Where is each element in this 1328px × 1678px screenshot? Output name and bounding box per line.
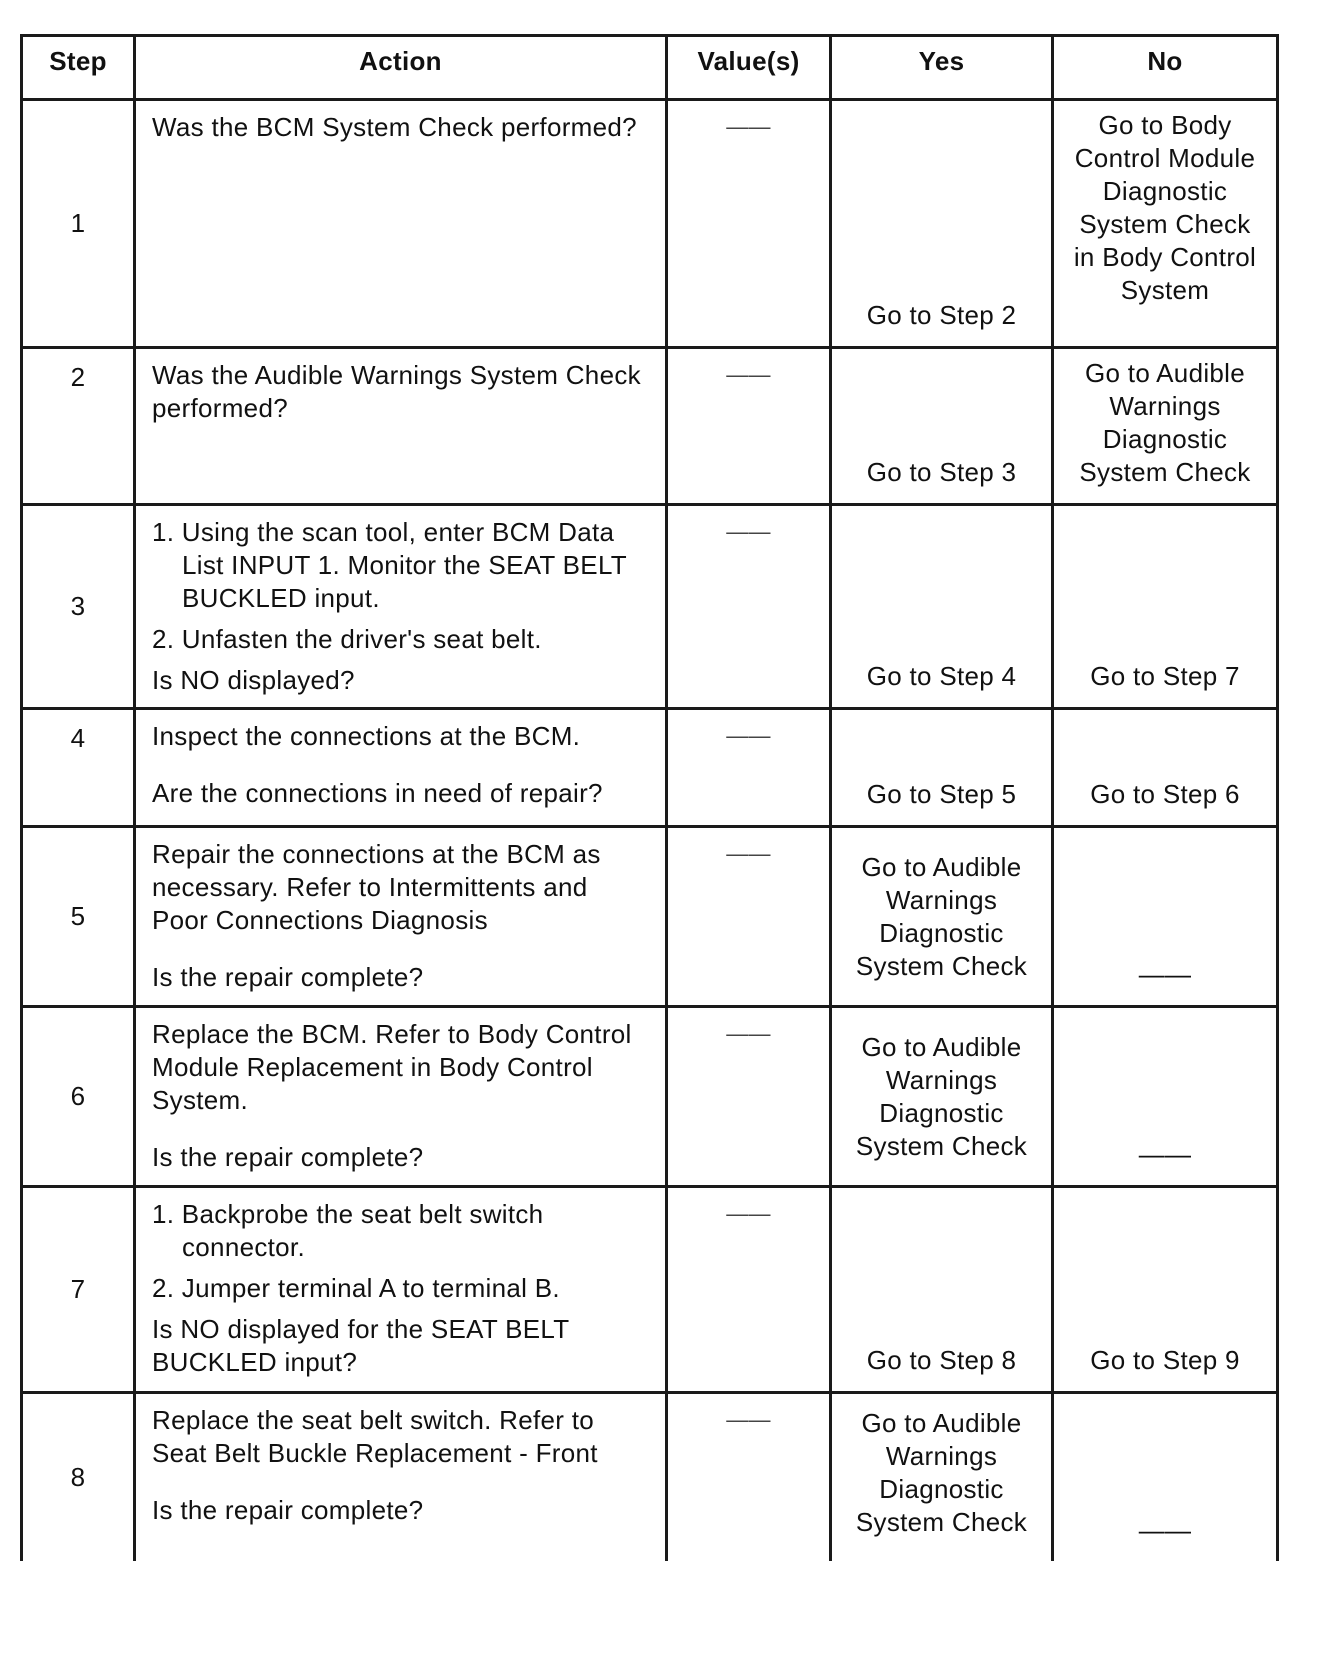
action-cell xyxy=(135,100,667,348)
action-cell xyxy=(135,709,667,827)
no-blank: —— xyxy=(1138,959,1192,989)
value-dash: —— xyxy=(726,362,771,387)
no-cell xyxy=(1053,1393,1278,1561)
table-row xyxy=(22,1187,1278,1393)
action-cell xyxy=(135,505,667,709)
action-cell xyxy=(135,827,667,1007)
action-text: Was the Audible Warnings System Check performed? xyxy=(152,360,641,423)
action-text: Repair the connections at the BCM as necessary. Refer to Intermittents and Poor Connections Diagnosis xyxy=(152,839,601,935)
action-text: Replace the BCM. Refer to Body Control Module Replacement in Body Control System. xyxy=(152,1019,632,1115)
step-number: 1 xyxy=(22,100,135,348)
step-number: 2 xyxy=(22,348,135,505)
table-row xyxy=(22,1007,1278,1187)
diagnostic-table xyxy=(20,34,1279,1561)
value-dash: —— xyxy=(726,114,771,139)
action-question: Is the repair complete? xyxy=(152,1495,424,1525)
no-cell: Go to Audible Warnings Diagnostic System Check xyxy=(1053,348,1278,505)
header-values: Value(s) xyxy=(667,36,831,100)
yes-cell: Go to Step 5 xyxy=(831,709,1053,827)
action-text: Replace the seat belt switch. Refer to Seat Belt Buckle Replacement - Front xyxy=(152,1405,598,1468)
yes-cell: Go to Step 4 xyxy=(831,505,1053,709)
action-cell xyxy=(135,1007,667,1187)
table-row xyxy=(22,1393,1278,1561)
action-step-item: 1. Backprobe the seat belt switch connector. xyxy=(152,1199,544,1262)
yes-cell: Go to Step 8 xyxy=(831,1187,1053,1393)
table-row xyxy=(22,100,1278,348)
no-cell: Go to Step 9 xyxy=(1053,1187,1278,1393)
yes-cell: Go to Audible Warnings Diagnostic System Check xyxy=(831,1007,1053,1187)
header-no: No xyxy=(1053,36,1278,100)
step-number: 6 xyxy=(22,1007,135,1187)
no-cell: Go to Step 7 xyxy=(1053,505,1278,709)
step-number: 5 xyxy=(22,827,135,1007)
value-dash: —— xyxy=(726,1201,771,1226)
yes-cell: Go to Step 3 xyxy=(831,348,1053,505)
action-cell xyxy=(135,1187,667,1393)
action-question: Is the repair complete? xyxy=(152,962,424,992)
header-yes: Yes xyxy=(831,36,1053,100)
table-row xyxy=(22,505,1278,709)
value-dash: —— xyxy=(726,1021,771,1046)
step-number: 4 xyxy=(22,709,135,827)
value-cell xyxy=(667,348,831,505)
table-row xyxy=(22,348,1278,505)
value-cell xyxy=(667,505,831,709)
step-number: 7 xyxy=(22,1187,135,1393)
value-dash: —— xyxy=(726,519,771,544)
value-dash: —— xyxy=(726,841,771,866)
value-cell xyxy=(667,1187,831,1393)
no-cell xyxy=(1053,827,1278,1007)
value-cell xyxy=(667,100,831,348)
action-text: Was the BCM System Check performed? xyxy=(152,112,637,142)
no-cell xyxy=(1053,1007,1278,1187)
action-step-item: 2. Jumper terminal A to terminal B. xyxy=(152,1273,560,1303)
step-number: 8 xyxy=(22,1393,135,1561)
step-number: 3 xyxy=(22,505,135,709)
action-step-item: 1. Using the scan tool, enter BCM Data List INPUT 1. Monitor the SEAT BELT BUCKLED input. xyxy=(152,517,627,613)
yes-cell: Go to Audible Warnings Diagnostic System Check xyxy=(831,1393,1053,1561)
action-cell xyxy=(135,1393,667,1561)
no-blank: —— xyxy=(1138,1514,1192,1545)
table-row xyxy=(22,709,1278,827)
action-question: Is the repair complete? xyxy=(152,1142,424,1172)
action-question: Is NO displayed? xyxy=(152,665,355,695)
value-cell xyxy=(667,709,831,827)
header-step: Step xyxy=(22,36,135,100)
table-row xyxy=(22,827,1278,1007)
action-step-item: 2. Unfasten the driver's seat belt. xyxy=(152,624,542,654)
header-row xyxy=(22,36,1278,100)
no-cell: Go to Body Control Module Diagnostic System Check in Body Control System xyxy=(1053,100,1278,348)
no-cell: Go to Step 6 xyxy=(1053,709,1278,827)
value-dash: —— xyxy=(726,1407,771,1432)
no-blank: —— xyxy=(1138,1139,1192,1169)
value-cell xyxy=(667,827,831,1007)
value-dash: —— xyxy=(726,723,771,748)
action-question: Are the connections in need of repair? xyxy=(152,778,603,808)
action-text: Inspect the connections at the BCM. xyxy=(152,721,581,751)
action-cell xyxy=(135,348,667,505)
yes-cell: Go to Step 2 xyxy=(831,100,1053,348)
value-cell xyxy=(667,1393,831,1561)
value-cell xyxy=(667,1007,831,1187)
header-action: Action xyxy=(135,36,667,100)
action-question: Is NO displayed for the SEAT BELT BUCKLED input? xyxy=(152,1314,569,1377)
yes-cell: Go to Audible Warnings Diagnostic System Check xyxy=(831,827,1053,1007)
